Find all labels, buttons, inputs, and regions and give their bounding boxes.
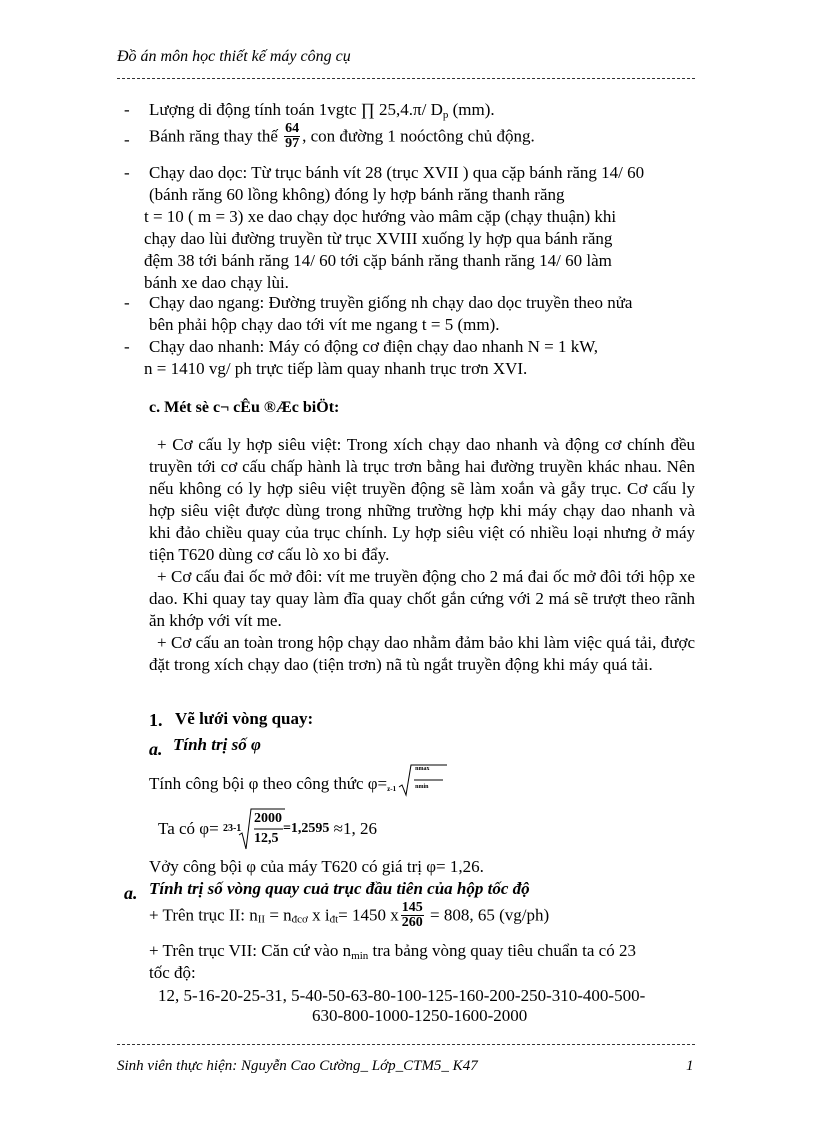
shaft-2-mid-3: = 1450 x xyxy=(338,905,399,925)
speeds-line-1: 12, 5-16-20-25-31, 5-40-50-63-80-100-125-160-200-250-310-400-500- xyxy=(158,986,646,1005)
section-c-heading: c. Mét sè c¬ cÊu ®Æc biÖt: xyxy=(149,399,340,416)
root-index: z-1 xyxy=(387,785,397,793)
taco-post: ≈1, 26 xyxy=(329,819,378,838)
bullet-1-sub: p xyxy=(442,109,449,121)
root-den: nmin xyxy=(415,784,429,790)
header-rule xyxy=(117,78,695,79)
bullet-2-post: , con đường 1 noóctông chủ động. xyxy=(302,126,535,146)
gear-ratio-den: 97 xyxy=(285,136,300,151)
bullet-3-line-1: Chạy dao dọc: Từ trục bánh vít 28 (trục XVII ) qua cặp bánh răng 14/ 60 xyxy=(149,163,645,182)
footer-author: Sinh viên thực hiện: Nguyễn Cao Cường_ Lớp_CTM5_ K47 xyxy=(117,1058,478,1074)
shaft-2-sub-3: đt xyxy=(329,913,339,926)
phi-calculation xyxy=(158,809,377,849)
bullet-marker: - xyxy=(124,163,130,182)
bullet-3-line-4: chạy dao lùi đường truyền từ trục XVIII xuống ly hợp qua bánh răng xyxy=(144,229,613,248)
phi-conclusion: Vởy công bội φ của máy T620 có giá trị φ= 1,26. xyxy=(149,857,484,876)
bullet-3-line-2: (bánh răng 60 lồng không) đóng ly hợp bánh răng thanh răng xyxy=(149,185,565,204)
gear-ratio-num: 64 xyxy=(285,121,300,136)
taco-eq: =1,2595 xyxy=(282,821,330,836)
bullet-5-line-2: n = 1410 vg/ ph trực tiếp làm quay nhanh trục trơn XVI. xyxy=(144,359,528,378)
section-c-paragraph-2: + Cơ cấu đai ốc mở đôi: vít me truyền động cho 2 má đai ốc mở đôi tới hộp xe dao. Khi quay tay quay làm đĩa quay chốt gắn cứng với 2 má sẽ trượt theo rãnh ăn khớp với vít me. xyxy=(149,567,695,630)
gear-ratio-fraction xyxy=(284,122,300,151)
section-c-paragraph-3: + Cơ cấu an toàn trong hộp chạy dao nhằm đảm bảo khi làm việc quá tải, được đặt trong xích chạy dao (tiện trơn) nã tù ngắt truyền động khi máy quá tải. xyxy=(149,633,695,674)
bullet-1-main: Lượng di động tính toán 1vgtc ∏ 25,4.π/ D xyxy=(149,100,443,119)
shaft-2-num: 145 xyxy=(401,900,423,915)
root-num: nmax xyxy=(415,766,430,772)
formula-intro xyxy=(149,767,445,801)
bullet-3-line-3: t = 10 ( m = 3) xe dao chạy dọc hướng vào mâm cặp (chạy thuận) khi xyxy=(144,207,617,226)
shaft-2-line xyxy=(149,901,549,930)
section-1-heading: Vẽ lưới vòng quay: xyxy=(175,709,314,728)
shaft-2-mid-2: x i xyxy=(307,905,330,925)
formula-intro-text: Tính công bội φ theo công thức φ= xyxy=(149,774,388,793)
shaft-2-sub-2: đcơ xyxy=(291,913,308,926)
shaft-2-sub-1: II xyxy=(257,913,266,926)
page-number: 1 xyxy=(686,1058,694,1074)
shaft-7-line xyxy=(149,941,636,962)
shaft-7-post: tra bảng vòng quay tiêu chuẩn ta có 23 xyxy=(368,941,636,960)
bullet-2-text xyxy=(149,122,535,151)
bullet-marker: - xyxy=(124,130,130,149)
phi-formula-root xyxy=(387,767,445,801)
bullet-4-line-1: Chạy dao ngang: Đường truyền giống nh chạy dao dọc truyền theo nửa xyxy=(149,293,633,312)
bullet-marker: - xyxy=(124,337,130,356)
shaft-7-pre: + Trên trục VII: Căn cứ vào n xyxy=(149,941,352,960)
bullet-1-text xyxy=(149,100,495,121)
calc-root-den: 12,5 xyxy=(253,831,279,846)
shaft-7-line-2: tốc độ: xyxy=(149,963,196,982)
bullet-1-unit: (mm). xyxy=(448,100,495,119)
shaft-2-pre: + Trên trục II: n xyxy=(149,905,258,925)
footer-rule xyxy=(117,1044,695,1045)
bullet-2-pre: Bánh răng thay thế xyxy=(149,126,283,146)
phi-calc-root xyxy=(223,809,283,849)
subsection-a1-heading: Tính trị số φ xyxy=(173,735,261,754)
shaft-2-mid-1: = n xyxy=(265,905,292,925)
header-title: Đồ án môn học thiết kế máy công cụ xyxy=(117,48,351,65)
shaft-2-fraction xyxy=(401,901,424,930)
bullet-5-line-1: Chạy dao nhanh: Máy có động cơ điện chạy dao nhanh N = 1 kW, xyxy=(149,337,598,356)
bullet-3-line-5: đệm 38 tới bánh răng 14/ 60 tới cặp bánh răng thanh răng 14/ 60 làm xyxy=(144,251,612,270)
subsection-a2-label: a. xyxy=(124,883,138,903)
bullet-marker: - xyxy=(124,100,130,119)
bullet-marker: - xyxy=(124,293,130,312)
subsection-a1-label: a. xyxy=(149,739,163,759)
subsection-a2-heading: Tính trị số vòng quay cuả trục đầu tiên của hộp tốc độ xyxy=(149,879,530,898)
speeds-line-2: 630-800-1000-1250-1600-2000 xyxy=(312,1006,528,1025)
shaft-7-sub: min xyxy=(351,950,369,962)
calc-root-num: 2000 xyxy=(253,811,282,826)
section-1-number: 1. xyxy=(149,710,163,730)
bullet-3-line-6: bánh xe dao chạy lùi. xyxy=(144,273,289,292)
shaft-2-post: = 808, 65 (vg/ph) xyxy=(425,905,550,925)
bullet-4-line-2: bên phải hộp chạy dao tới vít me ngang t = 5 (mm). xyxy=(149,315,500,334)
shaft-2-den: 260 xyxy=(401,915,423,930)
calc-root-index: 23-1 xyxy=(222,823,242,834)
section-c-paragraph-1: + Cơ cấu ly hợp siêu việt: Trong xích chạy dao nhanh và động cơ chính đều truyền tới cơ cấu chấp hành là trục trơn bằng hai đường truyền khác nhau. Nên nếu không có ly hợp siêu việt truyền động sẽ làm xoắn và gẫy trục. Cơ cấu ly hợp siêu việt được dùng trong những trường hợp khi máy chạy dao nhanh và khi đảo chiều quay của trục chính. Ly hợp siêu việt có nhiều loại nhưng ở máy tiện T620 dùng cơ cấu lò xo bi đẩy. xyxy=(149,435,695,564)
taco-pre: Ta có φ= xyxy=(158,819,223,838)
